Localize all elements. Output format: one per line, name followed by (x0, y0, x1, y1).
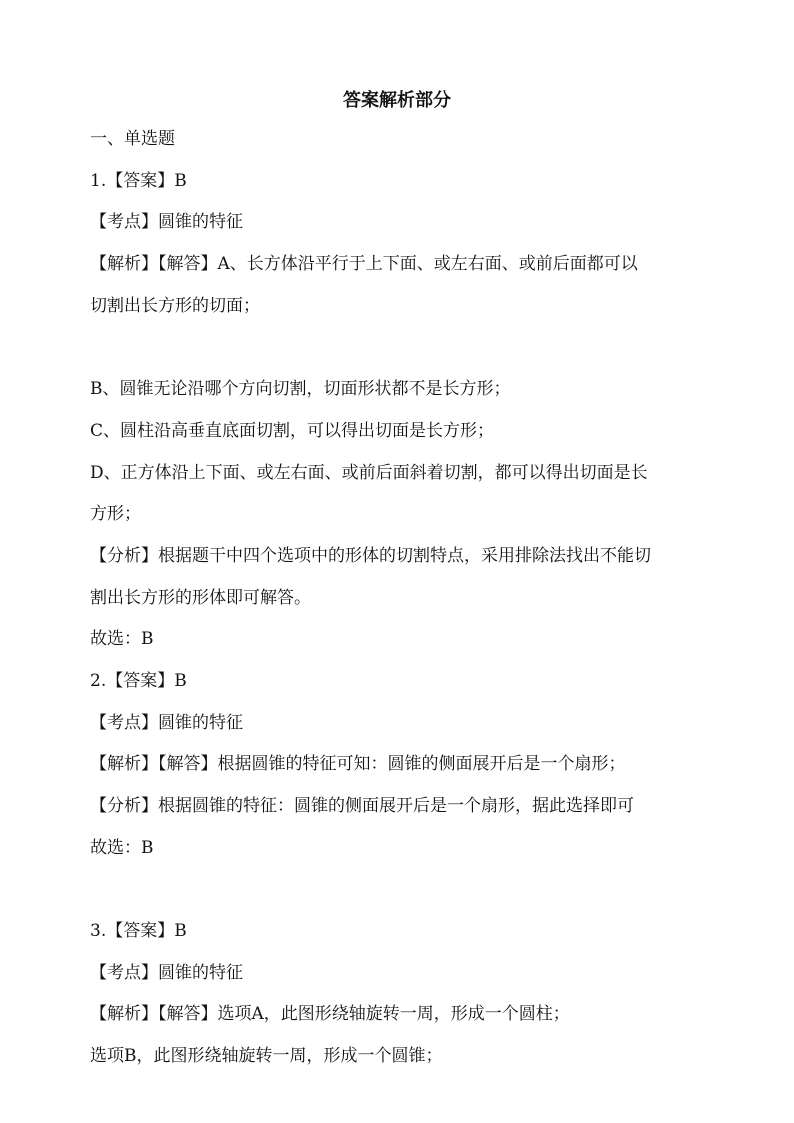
q1-option-d-line1: D、正方体沿上下面、或左右面、或前后面斜着切割，都可以得出切面是长 (90, 463, 648, 483)
q2-analysis: 【解析】【解答】根据圆锥的特征可知：圆锥的侧面展开后是一个扇形； (90, 754, 626, 774)
q1-point: 【考点】圆锥的特征 (90, 212, 243, 232)
q1-fenxi-line2: 割出长方形的形体即可解答。 (90, 588, 311, 608)
page-title: 答案解析部分 (343, 90, 451, 111)
q1-analysis-line2: 切割出长方形的切面； (90, 296, 260, 316)
q1-option-d-line2: 方形； (90, 504, 141, 524)
q2-point: 【考点】圆锥的特征 (90, 713, 243, 733)
q2-fenxi: 【分析】根据圆锥的特征：圆锥的侧面展开后是一个扇形，据此选择即可 (90, 796, 634, 816)
section-heading: 一、单选题 (90, 129, 175, 149)
q3-analysis-line1: 【解析】【解答】选项A，此图形绕轴旋转一周，形成一个圆柱； (90, 1004, 570, 1024)
q1-answer: 1.【答案】B (90, 171, 187, 191)
q2-choice: 故选：B (90, 838, 154, 858)
q1-fenxi-line1: 【分析】根据题干中四个选项中的形体的切割特点，采用排除法找出不能切 (90, 546, 651, 566)
q1-option-c: C、圆柱沿高垂直底面切割，可以得出切面是长方形； (90, 421, 495, 441)
q1-choice: 故选：B (90, 629, 154, 649)
q2-answer: 2.【答案】B (90, 671, 187, 691)
q3-analysis-line2: 选项B，此图形绕轴旋转一周，形成一个圆锥； (90, 1046, 443, 1066)
q1-analysis-line1: 【解析】【解答】A、长方体沿平行于上下面、或左右面、或前后面都可以 (90, 254, 638, 274)
q1-option-b: B、圆锥无论沿哪个方向切割，切面形状都不是长方形； (90, 379, 511, 399)
q3-point: 【考点】圆锥的特征 (90, 963, 243, 983)
q3-answer: 3.【答案】B (90, 921, 187, 941)
